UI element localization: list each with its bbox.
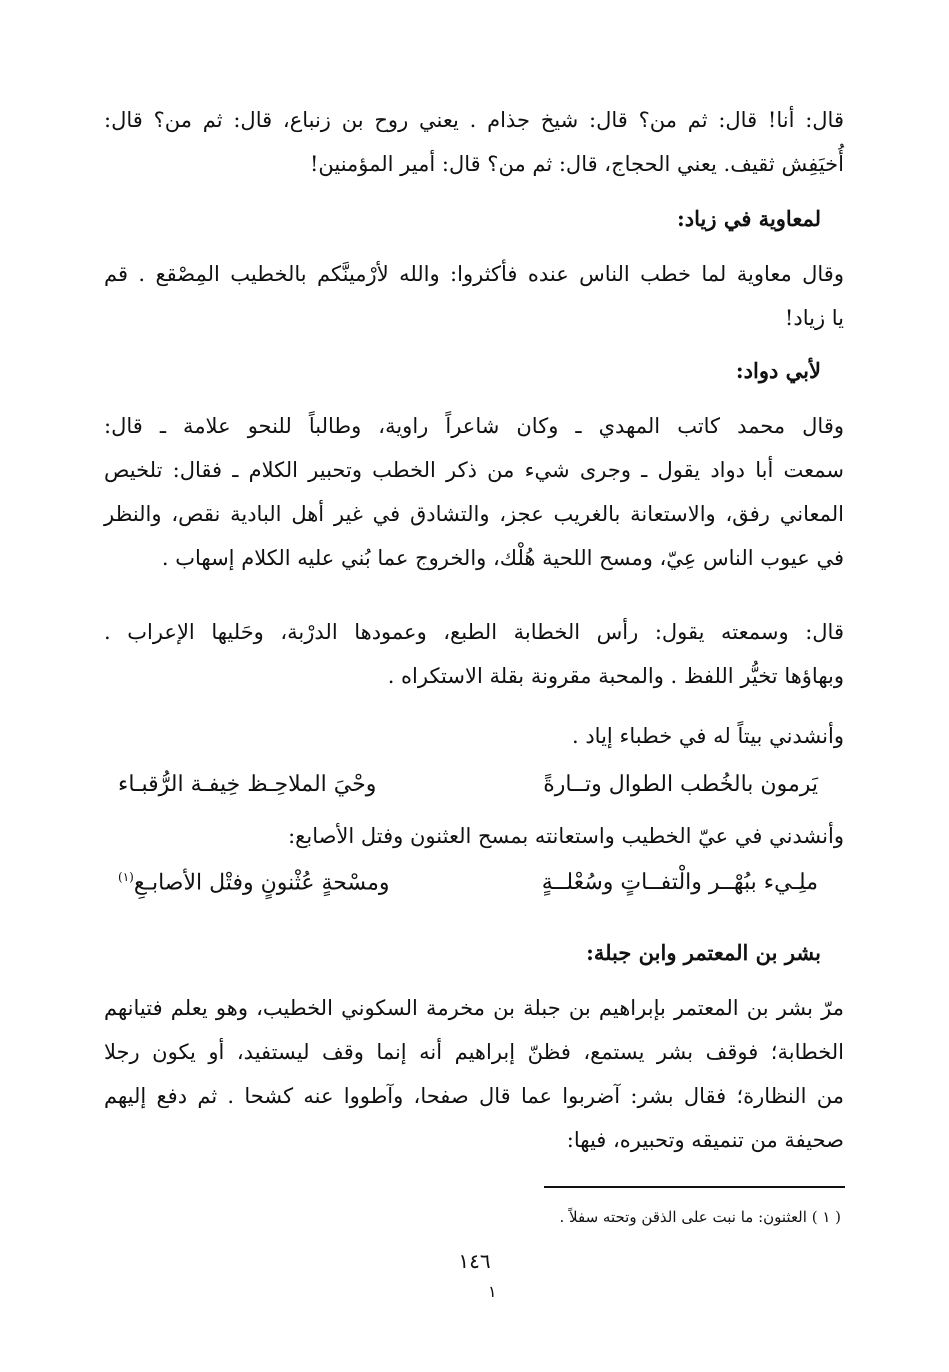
text-line: يا زياد! bbox=[784, 306, 844, 330]
text-line: صحيفة من تنميقه وتحبيره، فيها: bbox=[566, 1128, 844, 1152]
text-line: قال: وسمعته يقول: رأس الخطابة الطبع، وعمودها الدرْبة، وحَليها الإعراب . bbox=[104, 620, 844, 644]
paragraph-dialogue bbox=[104, 98, 844, 186]
footnote-reference[interactable]: (١) bbox=[118, 870, 134, 884]
text-line: قال: أنا! قال: ثم من؟ قال: شيخ جذام . يعني روح بن زنباع، قال: ثم من؟ قال: bbox=[104, 108, 844, 132]
text-line: مرّ بشر بن المعتمر بإبراهيم بن جبلة بن مخرمة السكوني الخطيب، وهو يعلم فتيانهم bbox=[104, 996, 844, 1020]
text-line: أُخيَفِش ثقيف. يعني الحجاج، قال: ثم من؟ قال: أمير المؤمنين! bbox=[309, 152, 844, 176]
section-heading-bishr: بشر بن المعتمر وابن جبلة: bbox=[586, 940, 821, 965]
paragraph-muawiya bbox=[104, 252, 844, 340]
footnote-divider bbox=[544, 1186, 845, 1188]
text-line: من النظارة؛ فقال بشر: آضربوا عما قال صفحا، وآطووا عنه كشحا . ثم دفع إليهم bbox=[104, 1084, 844, 1108]
footnote: ( ١ ) العثنون: ما نبت على الذقن وتحته سفلاً . bbox=[559, 1208, 841, 1226]
verse-hemistich-first: يَرمون بالخُطب الطوال وتــارةً bbox=[543, 772, 818, 797]
text-line: في عيوب الناس عِيّ، ومسح اللحية هُلْك، والخروج عما بُني عليه الكلام إسهاب . bbox=[161, 546, 844, 570]
paragraph-bishr bbox=[104, 986, 844, 1162]
verse-hemistich-second: وحْيَ الملاحِـظ خِيفـة الرُّقبـاء bbox=[118, 772, 377, 797]
paragraph-recited-verse-intro bbox=[104, 714, 844, 758]
poem-verse-1 bbox=[118, 772, 818, 797]
text-line: وقال معاوية لما خطب الناس عنده فأكثروا: والله لأرْمينَّكم بالخطيب المِصْقع . قم bbox=[104, 262, 844, 286]
text-line: الخطابة؛ فوقف بشر يستمع، فظنّ إبراهيم أنه إنما وقف ليستفيد، أو يكون رجلا bbox=[104, 1040, 844, 1064]
verse-hemistich-first: ملِـيء ببُهْــر والْتفــاتٍ وسُعْلــةٍ bbox=[541, 870, 818, 895]
poem-verse-2 bbox=[118, 870, 818, 895]
section-heading-muawiya: لمعاوية في زياد: bbox=[677, 206, 821, 231]
text-line: وأنشدني بيتاً له في خطباء إياد . bbox=[571, 724, 844, 748]
text-line: سمعت أبا دواد يقول ـ وجرى شيء من ذكر الخطب وتحبير الكلام ـ فقال: تلخيص bbox=[104, 458, 844, 482]
text-line: وقال محمد كاتب المهدي ـ وكان شاعراً راوية، وطالباً للنحو علامة ـ قال: bbox=[104, 414, 844, 438]
section-heading-abu-dawad: لأبي دواد: bbox=[735, 358, 821, 383]
text-line: وأنشدني في عيّ الخطيب واستعانته بمسح العثنون وفتل الأصابع: bbox=[288, 824, 844, 848]
bottom-mark: ١ bbox=[488, 1282, 497, 1301]
verse-text: ومسْحةٍ عُثْنونٍ وفتْل الأصابـعِ bbox=[133, 870, 390, 896]
text-line: المعاني رفق، والاستعانة بالغريب عجز، والتشادق في غير أهل البادية نقص، والنظر bbox=[104, 502, 844, 526]
text-line: وبهاؤها تخيُّر اللفظ . والمحبة مقرونة بقلة الاستكراه . bbox=[387, 664, 844, 688]
paragraph-recited-verse-intro-2 bbox=[104, 814, 844, 858]
paragraph-rhetoric bbox=[104, 610, 844, 698]
paragraph-abu-dawad bbox=[104, 404, 844, 580]
page-number: ١٤٦ bbox=[458, 1249, 491, 1273]
verse-hemistich-second bbox=[118, 870, 390, 895]
